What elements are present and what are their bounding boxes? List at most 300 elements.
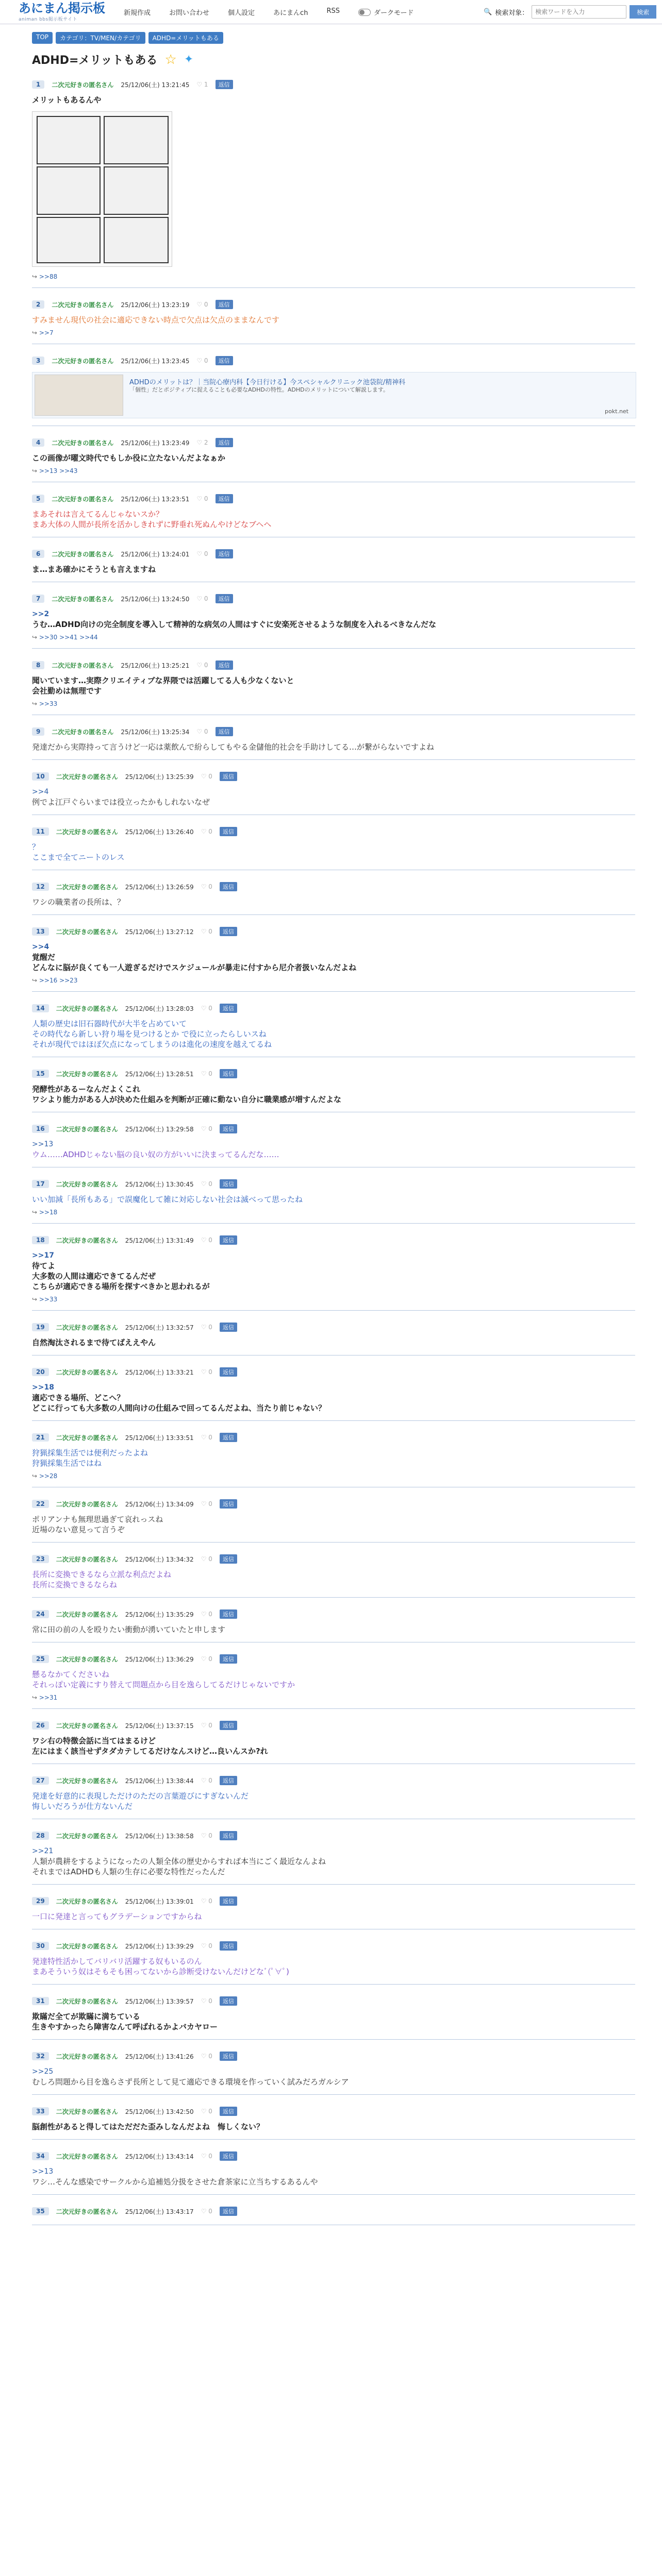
post-text-line: メリットもあるんや bbox=[32, 95, 102, 105]
post-date: 25/12/06(土) 13:36:29 bbox=[125, 1655, 194, 1663]
post-date: 25/12/06(土) 13:38:44 bbox=[125, 1777, 194, 1785]
post-number[interactable]: 1 bbox=[32, 80, 44, 89]
reply-button[interactable]: 返信 bbox=[220, 1323, 237, 1332]
reply-button[interactable]: 返信 bbox=[220, 827, 237, 836]
reply-button[interactable]: 返信 bbox=[220, 1367, 237, 1377]
reply-button[interactable]: 返信 bbox=[220, 1721, 237, 1730]
post bbox=[32, 924, 635, 992]
post-text-line: その時代なら新しい狩り場を見つけるとか で役に立ったらしいスね bbox=[32, 1029, 267, 1039]
post-divider bbox=[32, 914, 635, 915]
post-number[interactable]: 17 bbox=[32, 1180, 49, 1188]
replies-links[interactable]: >>33 bbox=[39, 1296, 58, 1303]
like-count[interactable]: ♡ 2 bbox=[196, 439, 208, 446]
reply-arrow-icon: ↪ bbox=[32, 273, 39, 280]
nav-settings[interactable]: 個人設定 bbox=[228, 9, 255, 17]
reply-button[interactable]: 返信 bbox=[216, 594, 233, 603]
reply-button[interactable]: 返信 bbox=[216, 300, 233, 309]
post-date: 25/12/06(土) 13:32:57 bbox=[125, 1324, 194, 1331]
nav-new-thread[interactable]: 新規作成 bbox=[124, 9, 151, 17]
thread-title-row bbox=[32, 52, 193, 67]
like-count[interactable]: ♡ 0 bbox=[201, 2108, 212, 2115]
search-input[interactable] bbox=[532, 5, 626, 19]
poster-name: 二次元好きの匿名さん bbox=[56, 2108, 118, 2115]
post-text-line: ワシ右の特徴会話に当てはまるけど bbox=[32, 1736, 156, 1745]
reply-anchor-link[interactable]: >>13 bbox=[32, 2167, 54, 2176]
like-count[interactable]: ♡ 0 bbox=[201, 2208, 212, 2215]
post-header bbox=[32, 2205, 635, 2217]
reply-button[interactable]: 返信 bbox=[220, 1124, 237, 1133]
like-count[interactable]: ♡ 0 bbox=[196, 357, 208, 364]
post bbox=[32, 769, 635, 815]
reply-arrow-icon: ↪ bbox=[32, 1296, 39, 1303]
post-date: 25/12/06(土) 13:23:19 bbox=[121, 301, 190, 309]
poster-name: 二次元好きの匿名さん bbox=[56, 1555, 118, 1563]
post-number[interactable]: 5 bbox=[32, 495, 44, 503]
nav-animanch[interactable]: あにまんch bbox=[273, 9, 308, 17]
post-number[interactable]: 13 bbox=[32, 927, 49, 936]
reply-button[interactable]: 返信 bbox=[220, 1609, 237, 1619]
reply-button[interactable]: 返信 bbox=[220, 1776, 237, 1785]
poster-name: 二次元好きの匿名さん bbox=[56, 828, 118, 836]
post-header bbox=[32, 354, 635, 367]
like-count[interactable]: ♡ 0 bbox=[201, 1125, 212, 1132]
site-header bbox=[0, 0, 662, 24]
post-text-line: 人類の歴史は旧石器時代が大半を占めていて bbox=[32, 1019, 187, 1028]
post-date: 25/12/06(土) 13:39:29 bbox=[125, 1942, 194, 1950]
reply-button[interactable]: 返信 bbox=[220, 1831, 237, 1840]
post bbox=[32, 547, 635, 582]
reply-arrow-icon: ↪ bbox=[32, 329, 39, 336]
post-date: 25/12/06(土) 13:30:45 bbox=[125, 1180, 194, 1188]
post-number[interactable]: 10 bbox=[32, 772, 49, 781]
post-number[interactable]: 9 bbox=[32, 727, 44, 736]
post-date: 25/12/06(土) 13:29:58 bbox=[125, 1125, 194, 1133]
reply-anchor-link[interactable]: >>13 bbox=[32, 1140, 54, 1148]
reply-button[interactable]: 返信 bbox=[216, 660, 233, 670]
post-text-line: 長所に変換できるならね bbox=[32, 1580, 118, 1589]
post-date: 25/12/06(土) 13:23:49 bbox=[121, 439, 190, 447]
breadcrumb-thread[interactable]: ADHD=メリットもある bbox=[148, 32, 223, 44]
reply-button[interactable]: 返信 bbox=[220, 1554, 237, 1564]
post-number[interactable]: 16 bbox=[32, 1125, 49, 1133]
post-header bbox=[32, 1940, 635, 1952]
replies-links[interactable]: >>13 >>43 bbox=[39, 467, 78, 474]
poster-name: 二次元好きの匿名さん bbox=[56, 1897, 118, 1905]
post-number[interactable]: 30 bbox=[32, 1942, 49, 1950]
like-count[interactable]: ♡ 0 bbox=[201, 1722, 212, 1729]
nav-contact[interactable]: お問い合わせ bbox=[169, 9, 210, 17]
dark-mode-toggle[interactable] bbox=[358, 7, 413, 17]
reply-button[interactable]: 返信 bbox=[220, 2207, 237, 2216]
post-number[interactable]: 15 bbox=[32, 1070, 49, 1078]
reply-button[interactable]: 返信 bbox=[216, 438, 233, 447]
post-body bbox=[32, 1337, 635, 1348]
like-count[interactable]: ♡ 0 bbox=[201, 773, 212, 780]
reply-button[interactable]: 返信 bbox=[216, 727, 233, 736]
like-count[interactable]: ♡ 0 bbox=[201, 1434, 212, 1441]
like-count[interactable]: ♡ 0 bbox=[196, 301, 208, 308]
post-date: 25/12/06(土) 13:41:26 bbox=[125, 2053, 194, 2060]
link-preview-card[interactable] bbox=[32, 372, 636, 418]
post-number[interactable]: 31 bbox=[32, 1997, 49, 2005]
post-divider bbox=[32, 2139, 635, 2140]
reply-button[interactable]: 返信 bbox=[216, 80, 233, 89]
poster-name: 二次元好きの匿名さん bbox=[56, 2208, 118, 2215]
post-date: 25/12/06(土) 13:34:09 bbox=[125, 1500, 194, 1508]
reply-anchor-link[interactable]: >>2 bbox=[32, 610, 49, 618]
main-nav bbox=[124, 7, 413, 17]
post-date: 25/12/06(土) 13:25:21 bbox=[121, 662, 190, 669]
post-header bbox=[32, 592, 635, 605]
post-replies bbox=[32, 1209, 635, 1216]
post bbox=[32, 353, 635, 426]
post-header bbox=[32, 1653, 635, 1665]
reply-button[interactable]: 返信 bbox=[220, 772, 237, 781]
post-number[interactable]: 22 bbox=[32, 1500, 49, 1508]
post-text-line: 狩猟採集生活ではね bbox=[32, 1459, 102, 1468]
post-body bbox=[32, 842, 635, 862]
like-count[interactable]: ♡ 0 bbox=[201, 883, 212, 890]
post-text-line: 発達特性活かしてバリバリ活躍する奴もいるのん bbox=[32, 1957, 202, 1966]
reply-button[interactable]: 返信 bbox=[220, 1896, 237, 1906]
post-text-line: 脳創性があると得してはただだた歪みしなんだよね 悔しくない？ bbox=[32, 2122, 264, 2131]
like-count[interactable]: ♡ 0 bbox=[196, 595, 208, 602]
post bbox=[32, 1430, 635, 1487]
post-date: 25/12/06(土) 13:26:59 bbox=[125, 883, 194, 891]
attached-manga-image[interactable] bbox=[32, 111, 172, 267]
post-number[interactable]: 8 bbox=[32, 661, 44, 669]
like-count[interactable]: ♡ 0 bbox=[196, 662, 208, 669]
post-date: 25/12/06(土) 13:24:01 bbox=[121, 550, 190, 558]
post-number[interactable]: 20 bbox=[32, 1368, 49, 1376]
post-header bbox=[32, 1431, 635, 1444]
reply-anchor-link[interactable]: >>4 bbox=[32, 788, 49, 796]
poster-name: 二次元好きの匿名さん bbox=[56, 1611, 118, 1618]
reply-button[interactable]: 返信 bbox=[220, 1433, 237, 1442]
post-number[interactable]: 7 bbox=[32, 595, 44, 603]
breadcrumb-category[interactable]: カテゴリ：TV/MEN/カテゴリ bbox=[56, 32, 145, 44]
like-count[interactable]: ♡ 0 bbox=[201, 1180, 212, 1188]
post-number[interactable]: 35 bbox=[32, 2207, 49, 2215]
post-text-line: 近場のない意見って言うぞ bbox=[32, 1525, 125, 1534]
post-text-line: 常に田の前の人を殴りたい衝動が湧いていたと申します bbox=[32, 1625, 226, 1634]
post-number[interactable]: 33 bbox=[32, 2107, 49, 2115]
reply-button[interactable]: 返信 bbox=[220, 1941, 237, 1951]
post-body bbox=[32, 95, 635, 105]
replies-links[interactable]: >>16 >>23 bbox=[39, 977, 78, 984]
post-body bbox=[32, 1624, 635, 1635]
post-body bbox=[32, 942, 635, 973]
post-body bbox=[32, 2122, 635, 2132]
reply-anchor-link[interactable]: >>21 bbox=[32, 1847, 54, 1855]
post bbox=[32, 1939, 635, 1985]
reply-anchor-link[interactable]: >>18 bbox=[32, 1383, 54, 1392]
post-number[interactable]: 25 bbox=[32, 1655, 49, 1663]
post-header bbox=[32, 1829, 635, 1842]
post-header bbox=[32, 1553, 635, 1565]
like-count[interactable]: ♡ 0 bbox=[201, 1611, 212, 1618]
post-header bbox=[32, 1995, 635, 2007]
post-header bbox=[32, 725, 635, 738]
post-number[interactable]: 29 bbox=[32, 1897, 49, 1905]
poster-name: 二次元好きの匿名さん bbox=[56, 1125, 118, 1133]
post bbox=[32, 1894, 635, 1929]
post bbox=[32, 658, 635, 715]
post-text-line: 例でよ江戸ぐらいまでは役立ったかもしれないなぜ bbox=[32, 798, 210, 807]
poster-name: 二次元好きの匿名さん bbox=[52, 728, 114, 736]
post-text-line: 大多数の人間は適応できてるんだぜ bbox=[32, 1272, 156, 1281]
site-logo[interactable] bbox=[19, 2, 105, 22]
search-icon: 🔍 bbox=[484, 8, 492, 16]
post-number[interactable]: 34 bbox=[32, 2152, 49, 2160]
post-replies bbox=[32, 634, 635, 641]
post-body bbox=[32, 742, 635, 752]
post bbox=[32, 1497, 635, 1543]
post-number[interactable]: 4 bbox=[32, 438, 44, 447]
post-number[interactable]: 21 bbox=[32, 1433, 49, 1442]
post-body bbox=[32, 2011, 635, 2032]
post bbox=[32, 591, 635, 649]
post-text-line: うむ…ADHD向けの完全制度を導入して精神的な病気の人間はすぐに安楽死させるような制度を入れるべきなんだな bbox=[32, 620, 437, 629]
post-number[interactable]: 18 bbox=[32, 1236, 49, 1244]
post-header bbox=[32, 925, 635, 938]
replies-links[interactable]: >>7 bbox=[39, 329, 54, 336]
poster-name: 二次元好きの匿名さん bbox=[52, 662, 114, 669]
post-divider bbox=[32, 287, 635, 288]
post-date: 25/12/06(土) 13:34:32 bbox=[125, 1555, 194, 1563]
like-count[interactable]: ♡ 0 bbox=[201, 2153, 212, 2160]
post-divider bbox=[32, 1420, 635, 1421]
replies-links[interactable]: >>28 bbox=[39, 1472, 58, 1480]
replies-links[interactable]: >>30 >>41 >>44 bbox=[39, 634, 98, 641]
post-number[interactable]: 32 bbox=[32, 2052, 49, 2060]
favorite-star-icon[interactable]: ☆ bbox=[164, 52, 177, 67]
post-header bbox=[32, 1895, 635, 1907]
post-text-line: どんなに脳が良くても一人遊ぎるだけでスケジュールが暴走に付すから尼介者扱いなんだよね bbox=[32, 963, 357, 972]
like-count[interactable]: ♡ 0 bbox=[201, 1368, 212, 1376]
post-replies bbox=[32, 329, 635, 336]
like-count[interactable]: ♡ 0 bbox=[201, 1005, 212, 1012]
post-body bbox=[32, 2166, 635, 2187]
post-header bbox=[32, 1719, 635, 1732]
like-count[interactable]: ♡ 0 bbox=[196, 550, 208, 557]
post-date: 25/12/06(土) 13:23:45 bbox=[121, 357, 190, 365]
post bbox=[32, 297, 635, 344]
like-count[interactable]: ♡ 0 bbox=[201, 1777, 212, 1784]
reply-anchor-link[interactable]: >>17 bbox=[32, 1251, 54, 1260]
post-text-line: 左にはまく該当せずタダカテしてるだけなんスけど…良いんスか?れ bbox=[32, 1747, 268, 1756]
post-body bbox=[32, 1846, 635, 1877]
post-header bbox=[32, 770, 635, 783]
post bbox=[32, 2104, 635, 2140]
post-body bbox=[32, 1956, 635, 1977]
post-divider bbox=[32, 2039, 635, 2040]
page-title: ADHD=メリットもある bbox=[32, 54, 158, 67]
manga-panel bbox=[37, 166, 101, 215]
like-count[interactable]: ♡ 1 bbox=[196, 81, 208, 88]
poster-name: 二次元好きの匿名さん bbox=[52, 81, 114, 89]
reply-button[interactable]: 返信 bbox=[220, 1069, 237, 1078]
post-divider bbox=[32, 2194, 635, 2195]
like-count[interactable]: ♡ 0 bbox=[201, 1655, 212, 1663]
post-text-line: 発達だから実際持って言うけど一応は薬飲んで紛らしてもやる金儲他的社会を手助けしてる…が繋がらないですよね bbox=[32, 742, 435, 752]
replies-links[interactable]: >>18 bbox=[39, 1209, 58, 1216]
reply-button[interactable]: 返信 bbox=[220, 1179, 237, 1189]
reply-arrow-icon: ↪ bbox=[32, 1472, 39, 1480]
poster-name: 二次元好きの匿名さん bbox=[56, 1942, 118, 1950]
breadcrumb bbox=[32, 32, 223, 44]
post-replies bbox=[32, 1472, 635, 1480]
post-number[interactable]: 6 bbox=[32, 550, 44, 558]
post-number[interactable]: 28 bbox=[32, 1832, 49, 1840]
poster-name: 二次元好きの匿名さん bbox=[56, 928, 118, 936]
like-count[interactable]: ♡ 0 bbox=[201, 828, 212, 835]
like-count[interactable]: ♡ 0 bbox=[201, 1324, 212, 1331]
reply-button[interactable]: 返信 bbox=[216, 549, 233, 558]
post-date: 25/12/06(土) 13:23:51 bbox=[121, 495, 190, 503]
logo-subtitle: animan bbs掲示板サイト bbox=[19, 17, 78, 22]
post-header bbox=[32, 298, 635, 311]
post-date: 25/12/06(土) 13:21:45 bbox=[121, 81, 190, 89]
post-divider bbox=[32, 1597, 635, 1598]
reply-button[interactable]: 返信 bbox=[220, 1996, 237, 2006]
post-text-line: ま…まあ確かにそうとも言えますね bbox=[32, 565, 156, 574]
reply-button[interactable]: 返信 bbox=[220, 1654, 237, 1664]
poster-name: 二次元好きの匿名さん bbox=[56, 1236, 118, 1244]
post-header bbox=[32, 436, 635, 449]
post-divider bbox=[32, 2094, 635, 2095]
post-text-line: 長所に変換できるなら立派な利点だよね bbox=[32, 1570, 172, 1579]
post-header bbox=[32, 1002, 635, 1014]
post-header bbox=[32, 548, 635, 560]
link-preview-image bbox=[35, 375, 123, 416]
post-number[interactable]: 27 bbox=[32, 1776, 49, 1785]
post-body bbox=[32, 1669, 635, 1690]
post-replies bbox=[32, 977, 635, 984]
post-text-line: むしろ問題から目を逸らさず長所として見て適応できる環境を作っていく試みだろガルシア bbox=[32, 2077, 349, 2087]
post-body bbox=[32, 1019, 635, 1049]
like-count[interactable]: ♡ 0 bbox=[201, 2053, 212, 2060]
poster-name: 二次元好きの匿名さん bbox=[56, 2053, 118, 2060]
post bbox=[32, 879, 635, 915]
post-body bbox=[32, 1139, 635, 1160]
post-number[interactable]: 19 bbox=[32, 1323, 49, 1331]
post-divider bbox=[32, 991, 635, 992]
reply-button[interactable]: 返信 bbox=[220, 1499, 237, 1509]
post-number[interactable]: 2 bbox=[32, 300, 44, 309]
post-number[interactable]: 12 bbox=[32, 883, 49, 891]
post-body bbox=[32, 1250, 635, 1292]
post-text-line: まあそういう奴はそもそも困ってないから診断受けないんだけどなﾞ(ﾟ∀ﾟ) bbox=[32, 1967, 289, 1976]
post-number[interactable]: 3 bbox=[32, 357, 44, 365]
post-date: 25/12/06(土) 13:28:51 bbox=[125, 1070, 194, 1078]
poster-name: 二次元好きの匿名さん bbox=[56, 1434, 118, 1442]
post-text-line: 発達を好意的に表現しただけのただの言葉遊びにすぎないんだ bbox=[32, 1791, 249, 1801]
post-text-line: ワシの職業者の長所は、？ bbox=[32, 897, 125, 907]
reply-button[interactable]: 返信 bbox=[220, 882, 237, 891]
toggle-switch-icon[interactable] bbox=[358, 9, 371, 16]
post-number[interactable]: 23 bbox=[32, 1555, 49, 1563]
replies-links[interactable]: >>33 bbox=[39, 700, 58, 707]
like-count[interactable]: ♡ 0 bbox=[201, 1070, 212, 1077]
link-preview-domain: pokt.net bbox=[605, 408, 628, 415]
like-count[interactable]: ♡ 0 bbox=[196, 495, 208, 502]
post-text-line: ここまで全てニートのレス bbox=[32, 853, 125, 862]
like-count[interactable]: ♡ 0 bbox=[201, 1997, 212, 2005]
post-date: 25/12/06(土) 13:27:12 bbox=[125, 928, 194, 936]
poster-name: 二次元好きの匿名さん bbox=[56, 1655, 118, 1663]
dark-mode-label: ダークモード bbox=[373, 9, 414, 17]
post-divider bbox=[32, 1708, 635, 1709]
like-count[interactable]: ♡ 0 bbox=[201, 1500, 212, 1507]
post bbox=[32, 2149, 635, 2195]
post-divider bbox=[32, 1884, 635, 1885]
post bbox=[32, 1365, 635, 1421]
replies-links[interactable]: >>88 bbox=[39, 273, 58, 280]
like-count[interactable]: ♡ 0 bbox=[201, 1555, 212, 1563]
reply-button[interactable]: 返信 bbox=[220, 2052, 237, 2061]
reply-button[interactable]: 返信 bbox=[220, 1235, 237, 1245]
reply-button[interactable]: 返信 bbox=[216, 494, 233, 503]
post-header bbox=[32, 2150, 635, 2162]
post bbox=[32, 1177, 635, 1224]
post-header bbox=[32, 1366, 635, 1378]
post-text-line: 聞いています…実際クリエイティブな界隈では活躍してる人も少なくないと bbox=[32, 676, 294, 685]
post-body bbox=[32, 2066, 635, 2087]
like-count[interactable]: ♡ 0 bbox=[196, 728, 208, 735]
poster-name: 二次元好きの匿名さん bbox=[56, 773, 118, 781]
post-date: 25/12/06(土) 13:33:21 bbox=[125, 1368, 194, 1376]
breadcrumb-top[interactable]: TOP bbox=[32, 32, 53, 44]
reply-button[interactable]: 返信 bbox=[220, 1004, 237, 1013]
post-body bbox=[32, 609, 635, 630]
reply-anchor-link[interactable]: >>4 bbox=[32, 943, 49, 951]
post-number[interactable]: 24 bbox=[32, 1610, 49, 1618]
post-text-line: 生きやすかったら障害なんて呼ばれるかよバカヤロー bbox=[32, 2022, 218, 2031]
like-count[interactable]: ♡ 0 bbox=[201, 1897, 212, 1905]
reply-anchor-link[interactable]: >>25 bbox=[32, 2067, 54, 2076]
like-count[interactable]: ♡ 0 bbox=[201, 928, 212, 935]
post-header bbox=[32, 2050, 635, 2062]
replies-links[interactable]: >>31 bbox=[39, 1694, 58, 1701]
reply-button[interactable]: 返信 bbox=[220, 2107, 237, 2116]
reply-button[interactable]: 返信 bbox=[220, 2151, 237, 2161]
nav-rss[interactable]: RSS bbox=[326, 7, 340, 15]
post-text-line: こちらが適応できる場所を探すべきかと思われるが bbox=[32, 1282, 210, 1291]
twitter-share-icon[interactable]: ✦ bbox=[184, 53, 194, 66]
post-header bbox=[32, 880, 635, 893]
reply-button[interactable]: 返信 bbox=[216, 356, 233, 365]
search-area bbox=[484, 5, 656, 19]
post bbox=[32, 492, 635, 537]
post-number[interactable]: 11 bbox=[32, 827, 49, 836]
post-header bbox=[32, 1774, 635, 1787]
post-text-line: ワシより能力がある人が決めた仕組みを判断が正確に動ない自分に職業感が増すんだよな bbox=[32, 1095, 342, 1104]
post-header bbox=[32, 2105, 635, 2117]
like-count[interactable]: ♡ 0 bbox=[201, 1832, 212, 1839]
post-number[interactable]: 14 bbox=[32, 1004, 49, 1012]
post-replies bbox=[32, 1296, 635, 1303]
search-button[interactable]: 検索 bbox=[630, 5, 656, 19]
post-replies bbox=[32, 1694, 635, 1701]
post bbox=[32, 2049, 635, 2095]
post-number[interactable]: 26 bbox=[32, 1721, 49, 1730]
like-count[interactable]: ♡ 0 bbox=[201, 1942, 212, 1950]
post-text-line: 一口に発達と言ってもグラデーションですからね bbox=[32, 1912, 202, 1921]
poster-name: 二次元好きの匿名さん bbox=[56, 1324, 118, 1331]
reply-button[interactable]: 返信 bbox=[220, 927, 237, 936]
like-count[interactable]: ♡ 0 bbox=[201, 1236, 212, 1244]
